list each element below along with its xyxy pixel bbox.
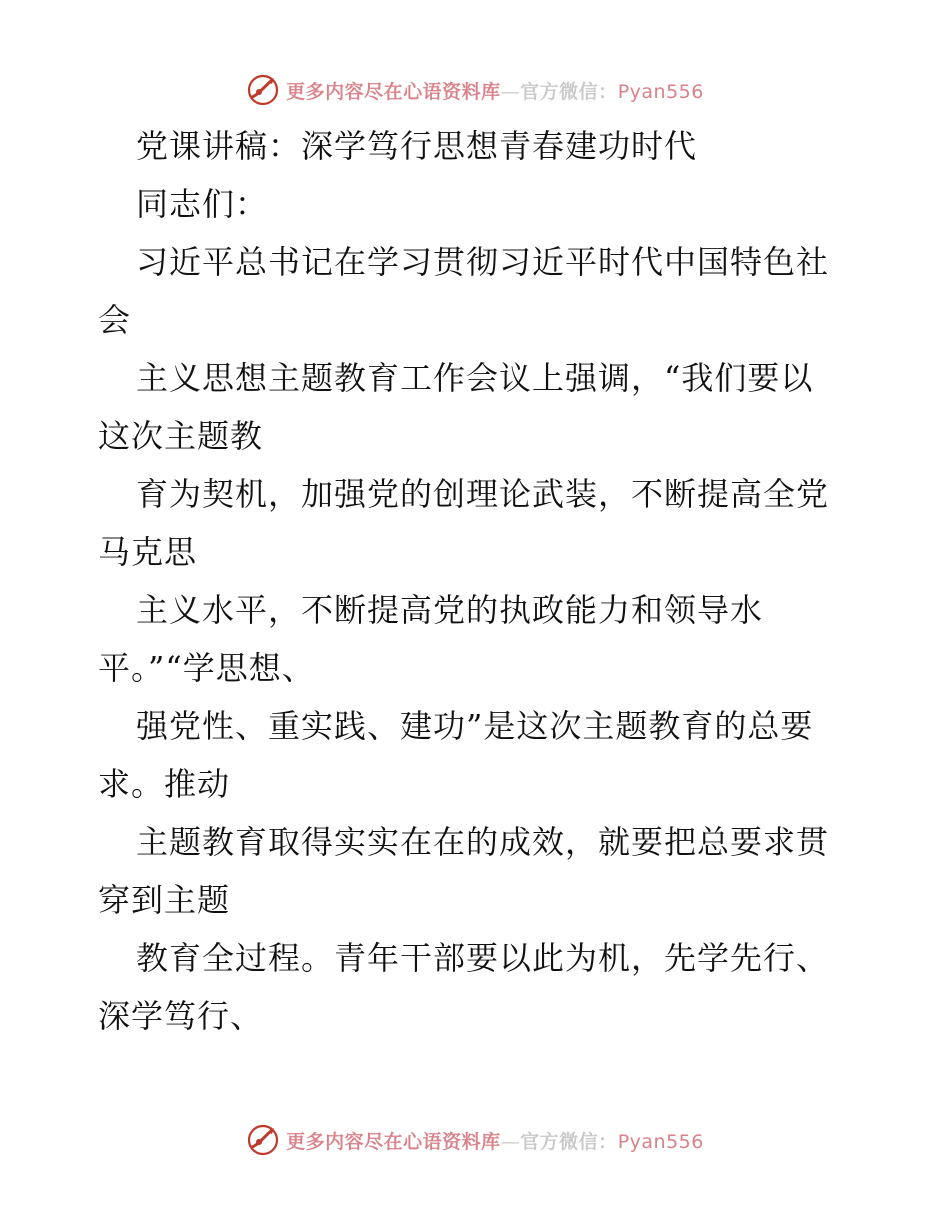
watermark-text	[286, 77, 704, 104]
paragraph-line: 会	[98, 301, 132, 339]
paragraph-line: 马克思	[98, 533, 198, 571]
pen-logo-icon	[246, 73, 280, 107]
pen-logo-icon	[246, 1123, 280, 1157]
paragraph-line: 主题教育取得实实在在的成效，就要把总要求贯	[136, 823, 830, 861]
watermark-site: 更多内容尽在心语资料库	[286, 80, 501, 103]
paragraph-line: 主义水平，不断提高党的执政能力和领导水	[136, 591, 764, 629]
paragraph-line: 深学笃行、	[98, 997, 264, 1035]
paragraph-line: 习近平总书记在学习贯彻习近平时代中国特色社	[136, 243, 830, 281]
header-watermark	[0, 70, 950, 110]
watermark-wechat-label: 官方微信：	[520, 1130, 618, 1153]
document-title: 党课讲稿：深学笃行思想青春建功时代	[136, 127, 698, 165]
footer-watermark	[0, 1120, 950, 1160]
paragraph-line: 求。推动	[98, 765, 231, 803]
watermark-wechat-label: 官方微信：	[520, 80, 618, 103]
document-body	[98, 117, 858, 1045]
watermark-dash: —	[500, 1130, 521, 1153]
watermark-wechat-id: Pyan556	[617, 80, 704, 103]
paragraph-line: 育为契机，加强党的创理论武装，不断提高全党	[136, 475, 830, 513]
watermark-dash: —	[500, 80, 521, 103]
paragraph-line: 主义思想主题教育工作会议上强调，“我们要以	[136, 359, 814, 397]
watermark-text	[286, 1127, 704, 1154]
paragraph-line: 平。”“学思想、	[98, 649, 315, 687]
paragraph-line: 穿到主题	[98, 881, 231, 919]
greeting: 同志们：	[136, 185, 269, 223]
watermark-site: 更多内容尽在心语资料库	[286, 1130, 501, 1153]
paragraph-line: 教育全过程。青年干部要以此为机，先学先行、	[136, 939, 830, 977]
watermark-wechat-id: Pyan556	[617, 1130, 704, 1153]
paragraph-line: 强党性、重实践、建功”是这次主题教育的总要	[136, 707, 814, 745]
paragraph-line: 这次主题教	[98, 417, 264, 455]
